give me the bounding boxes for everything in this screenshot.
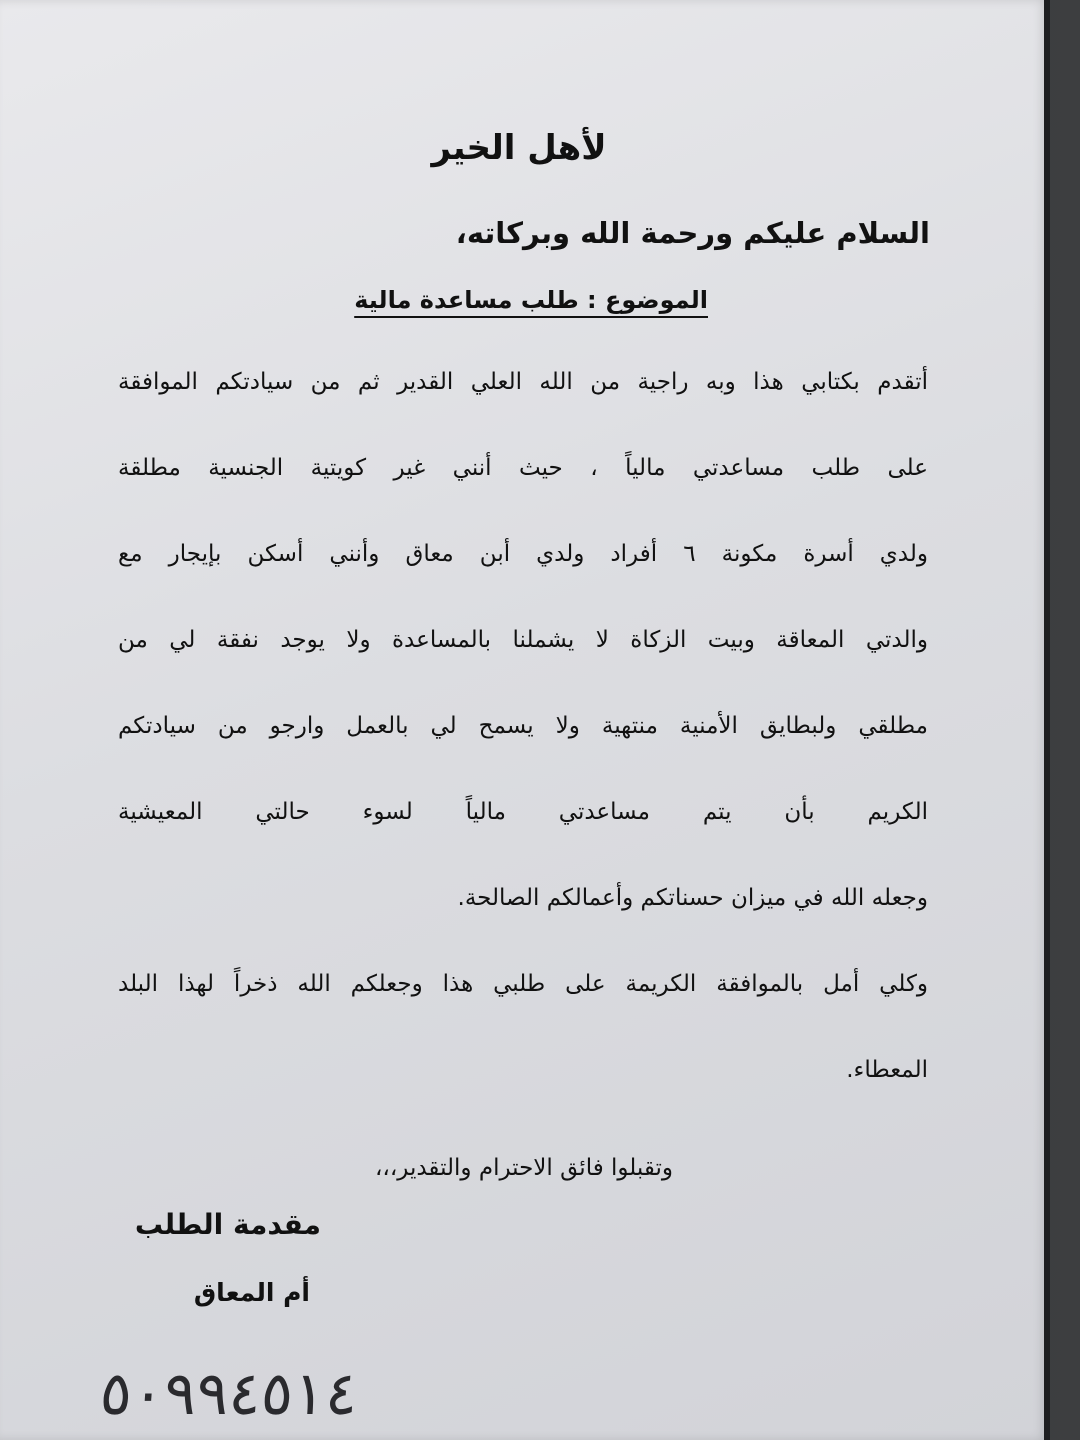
closing-line: وتقبلوا فائق الاحترام والتقدير،،، — [375, 1155, 673, 1181]
body-line: الكريم بأن يتم مساعدتي مالياً لسوء حالتي المعيشية — [118, 799, 928, 825]
letter-title: لأهل الخير — [431, 128, 607, 168]
signer-title: مقدمة الطلب — [134, 1208, 321, 1241]
body-line: المعطاء. — [846, 1057, 928, 1083]
body-line: وكلي أمل بالموافقة الكريمة على طلبي هذا وجعلكم الله ذخراً لهذا البلد — [118, 971, 928, 997]
signer-name: أم المعاق — [193, 1278, 310, 1307]
letter-body — [118, 352, 928, 1126]
body-line: مطلقي ولبطايق الأمنية منتهية ولا يسمح لي بالعمل وارجو من سيادتكم — [118, 713, 928, 739]
body-line: أتقدم بكتابي هذا وبه راجية من الله العلي القدير ثم من سيادتكم الموافقة — [118, 369, 928, 395]
handwritten-phone-number: ٥٠٩٩٤٥١٤ — [97, 1358, 361, 1429]
body-line: والدتي المعاقة وبيت الزكاة لا يشملنا بالمساعدة ولا يوجد نفقة لي من — [118, 627, 928, 653]
greeting-line: السلام عليكم ورحمة الله وبركاته، — [455, 216, 930, 250]
body-line: على طلب مساعدتي مالياً ، حيث أنني غير كويتية الجنسية مطلقة — [118, 455, 928, 481]
subject-line: الموضوع : طلب مساعدة مالية — [354, 286, 708, 314]
body-line: ولدي أسرة مكونة ٦ أفراد ولدي أبن معاق وأنني أسكن بإيجار مع — [118, 541, 928, 567]
body-line: وجعله الله في ميزان حسناتكم وأعمالكم الصالحة. — [457, 885, 928, 911]
